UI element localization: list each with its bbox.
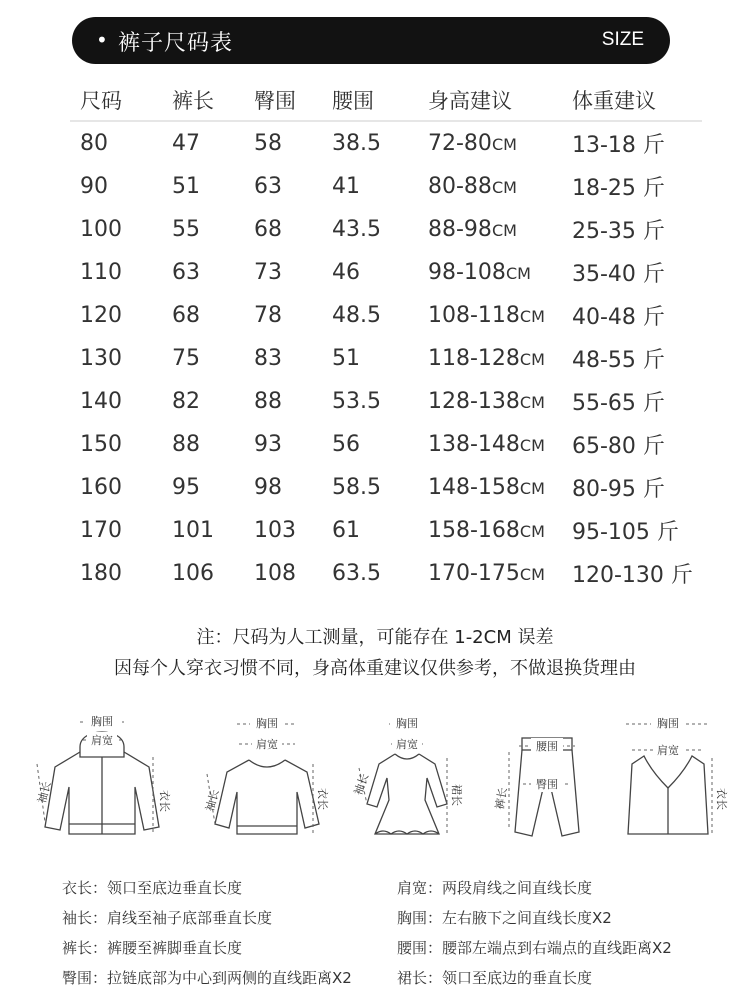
dress-icon bbox=[347, 712, 477, 847]
cell-weight: 55-65 斤 bbox=[572, 391, 665, 416]
cell-pants-length: 51 bbox=[172, 174, 200, 199]
cell-size: 150 bbox=[80, 432, 122, 457]
cell-weight: 35-40 斤 bbox=[572, 262, 665, 287]
size-table bbox=[70, 80, 702, 595]
table-row bbox=[70, 208, 702, 251]
definition-chest: 胸围：左右腋下之间直线长度X2 bbox=[397, 909, 612, 927]
cell-height: 170-175CM bbox=[428, 561, 545, 586]
cell-hip: 68 bbox=[254, 217, 282, 242]
height-unit: CM bbox=[519, 393, 545, 412]
pants-waist-label: 腰围 bbox=[536, 740, 558, 753]
cell-pants-length: 95 bbox=[172, 475, 200, 500]
cell-hip: 63 bbox=[254, 174, 282, 199]
height-unit: CM bbox=[519, 350, 545, 369]
col-header-waist: 腰围 bbox=[332, 80, 428, 121]
size-label: SIZE bbox=[601, 29, 644, 50]
pants-hip-label: 臀围 bbox=[536, 778, 558, 791]
height-unit: CM bbox=[519, 479, 545, 498]
vest-shoulder-label: 肩宽 bbox=[657, 744, 679, 757]
cell-pants-length: 47 bbox=[172, 131, 200, 156]
cell-hip: 73 bbox=[254, 260, 282, 285]
height-unit: CM bbox=[519, 436, 545, 455]
sweater-shoulder-label: 肩宽 bbox=[256, 738, 278, 751]
height-unit: CM bbox=[491, 221, 517, 240]
height-unit: CM bbox=[505, 264, 531, 283]
cell-weight: 80-95 斤 bbox=[572, 477, 665, 502]
cell-hip: 103 bbox=[254, 518, 296, 543]
cell-pants-length: 101 bbox=[172, 518, 214, 543]
jacket-diagram bbox=[25, 712, 180, 847]
cell-hip: 58 bbox=[254, 131, 282, 156]
cell-pants-length: 88 bbox=[172, 432, 200, 457]
cell-hip: 83 bbox=[254, 346, 282, 371]
cell-height: 108-118CM bbox=[428, 303, 545, 328]
cell-waist: 46 bbox=[332, 260, 360, 285]
height-unit: CM bbox=[491, 135, 517, 154]
table-row bbox=[70, 380, 702, 423]
cell-hip: 98 bbox=[254, 475, 282, 500]
definition-hip: 臀围：拉链底部为中心到两侧的直线距离X2 bbox=[62, 969, 352, 987]
col-header-weight: 体重建议 bbox=[572, 80, 702, 121]
pants-diagram bbox=[487, 712, 597, 847]
table-row bbox=[70, 121, 702, 165]
definition-skirt-length: 裙长：领口至底边的垂直长度 bbox=[397, 969, 593, 987]
size-chart-header bbox=[72, 17, 670, 64]
definition-garment-length: 衣长：领口至底边垂直长度 bbox=[62, 879, 243, 897]
chart-title: 裤子尺码表 bbox=[118, 31, 234, 56]
cell-size: 120 bbox=[80, 303, 122, 328]
cell-weight: 40-48 斤 bbox=[572, 305, 665, 330]
cell-hip: 78 bbox=[254, 303, 282, 328]
cell-size: 130 bbox=[80, 346, 122, 371]
note-measurement: 注：尺码为人工测量，可能存在 1-2CM 误差 bbox=[196, 627, 554, 648]
cell-size: 100 bbox=[80, 217, 122, 242]
cell-pants-length: 68 bbox=[172, 303, 200, 328]
cell-weight: 13-18 斤 bbox=[572, 133, 665, 158]
cell-pants-length: 82 bbox=[172, 389, 200, 414]
dress-shoulder-label: 肩宽 bbox=[396, 738, 418, 751]
cell-pants-length: 106 bbox=[172, 561, 214, 586]
cell-weight: 120-130 斤 bbox=[572, 563, 693, 588]
cell-weight: 48-55 斤 bbox=[572, 348, 665, 373]
cell-pants-length: 55 bbox=[172, 217, 200, 242]
vest-chest-label: 胸围 bbox=[657, 717, 679, 730]
cell-size: 110 bbox=[80, 260, 122, 285]
cell-height: 158-168CM bbox=[428, 518, 545, 543]
cell-size: 160 bbox=[80, 475, 122, 500]
cell-weight: 95-105 斤 bbox=[572, 520, 679, 545]
cell-waist: 41 bbox=[332, 174, 360, 199]
cell-size: 170 bbox=[80, 518, 122, 543]
cell-pants-length: 63 bbox=[172, 260, 200, 285]
vest-length-label: 衣长 bbox=[715, 788, 728, 810]
jacket-icon bbox=[25, 712, 180, 847]
table-row bbox=[70, 509, 702, 552]
vest-icon bbox=[608, 712, 733, 847]
definition-waist: 腰围：腰部左端点到右端点的直线距离X2 bbox=[397, 939, 672, 957]
vest-diagram bbox=[608, 712, 733, 847]
cell-pants-length: 75 bbox=[172, 346, 200, 371]
table-row bbox=[70, 337, 702, 380]
cell-waist: 38.5 bbox=[332, 131, 381, 156]
cell-waist: 53.5 bbox=[332, 389, 381, 414]
cell-height: 72-80CM bbox=[428, 131, 517, 156]
table-row bbox=[70, 423, 702, 466]
dress-length-label: 裙长 bbox=[450, 784, 463, 806]
dress-diagram bbox=[347, 712, 477, 847]
height-unit: CM bbox=[491, 178, 517, 197]
bullet-dot: • bbox=[96, 28, 108, 52]
cell-waist: 48.5 bbox=[332, 303, 381, 328]
col-header-height: 身高建议 bbox=[428, 80, 572, 121]
cell-size: 80 bbox=[80, 131, 108, 156]
table-row bbox=[70, 294, 702, 337]
definition-shoulder: 肩宽：两段肩线之间直线长度 bbox=[397, 879, 593, 897]
dress-chest-label: 胸围 bbox=[396, 717, 418, 730]
cell-waist: 51 bbox=[332, 346, 360, 371]
jacket-shoulder-label: 肩宽 bbox=[91, 734, 113, 747]
col-header-pants-length: 裤长 bbox=[172, 80, 254, 121]
sweater-icon bbox=[197, 712, 337, 847]
dress-sleeve-label: 袖长 bbox=[351, 771, 372, 798]
cell-waist: 61 bbox=[332, 518, 360, 543]
table-row bbox=[70, 552, 702, 595]
pants-length-label: 裤长 bbox=[493, 786, 510, 811]
cell-height: 138-148CM bbox=[428, 432, 545, 457]
sweater-length-label: 衣长 bbox=[316, 788, 329, 810]
cell-height: 98-108CM bbox=[428, 260, 531, 285]
sweater-chest-label: 胸围 bbox=[256, 717, 278, 730]
cell-waist: 56 bbox=[332, 432, 360, 457]
height-unit: CM bbox=[519, 307, 545, 326]
definition-pants-length: 裤长：裤腰至裤脚垂直长度 bbox=[62, 939, 243, 957]
col-header-size: 尺码 bbox=[70, 80, 172, 121]
definition-sleeve-length: 袖长：肩线至袖子底部垂直长度 bbox=[62, 909, 273, 927]
height-unit: CM bbox=[519, 522, 545, 541]
cell-height: 148-158CM bbox=[428, 475, 545, 500]
cell-waist: 58.5 bbox=[332, 475, 381, 500]
cell-hip: 93 bbox=[254, 432, 282, 457]
cell-hip: 108 bbox=[254, 561, 296, 586]
cell-height: 118-128CM bbox=[428, 346, 545, 371]
pants-icon bbox=[487, 712, 597, 847]
sweater-diagram bbox=[197, 712, 337, 847]
jacket-sleeve-label: 袖长 bbox=[35, 780, 54, 805]
table-header-row bbox=[70, 80, 702, 121]
jacket-length-label: 衣长 bbox=[158, 790, 171, 812]
cell-size: 180 bbox=[80, 561, 122, 586]
height-unit: CM bbox=[519, 565, 545, 584]
cell-hip: 88 bbox=[254, 389, 282, 414]
cell-height: 88-98CM bbox=[428, 217, 517, 242]
col-header-hip: 臀围 bbox=[254, 80, 332, 121]
cell-height: 80-88CM bbox=[428, 174, 517, 199]
jacket-chest-label: 胸围 bbox=[91, 715, 113, 728]
cell-weight: 65-80 斤 bbox=[572, 434, 665, 459]
cell-waist: 43.5 bbox=[332, 217, 381, 242]
sweater-sleeve-label: 袖长 bbox=[203, 788, 222, 813]
cell-waist: 63.5 bbox=[332, 561, 381, 586]
cell-height: 128-138CM bbox=[428, 389, 545, 414]
table-row bbox=[70, 165, 702, 208]
table-row bbox=[70, 466, 702, 509]
note-disclaimer: 因每个人穿衣习惯不同，身高体重建议仅供参考，不做退换货理由 bbox=[114, 658, 636, 679]
table-row bbox=[70, 251, 702, 294]
cell-weight: 25-35 斤 bbox=[572, 219, 665, 244]
cell-size: 140 bbox=[80, 389, 122, 414]
cell-size: 90 bbox=[80, 174, 108, 199]
cell-weight: 18-25 斤 bbox=[572, 176, 665, 201]
